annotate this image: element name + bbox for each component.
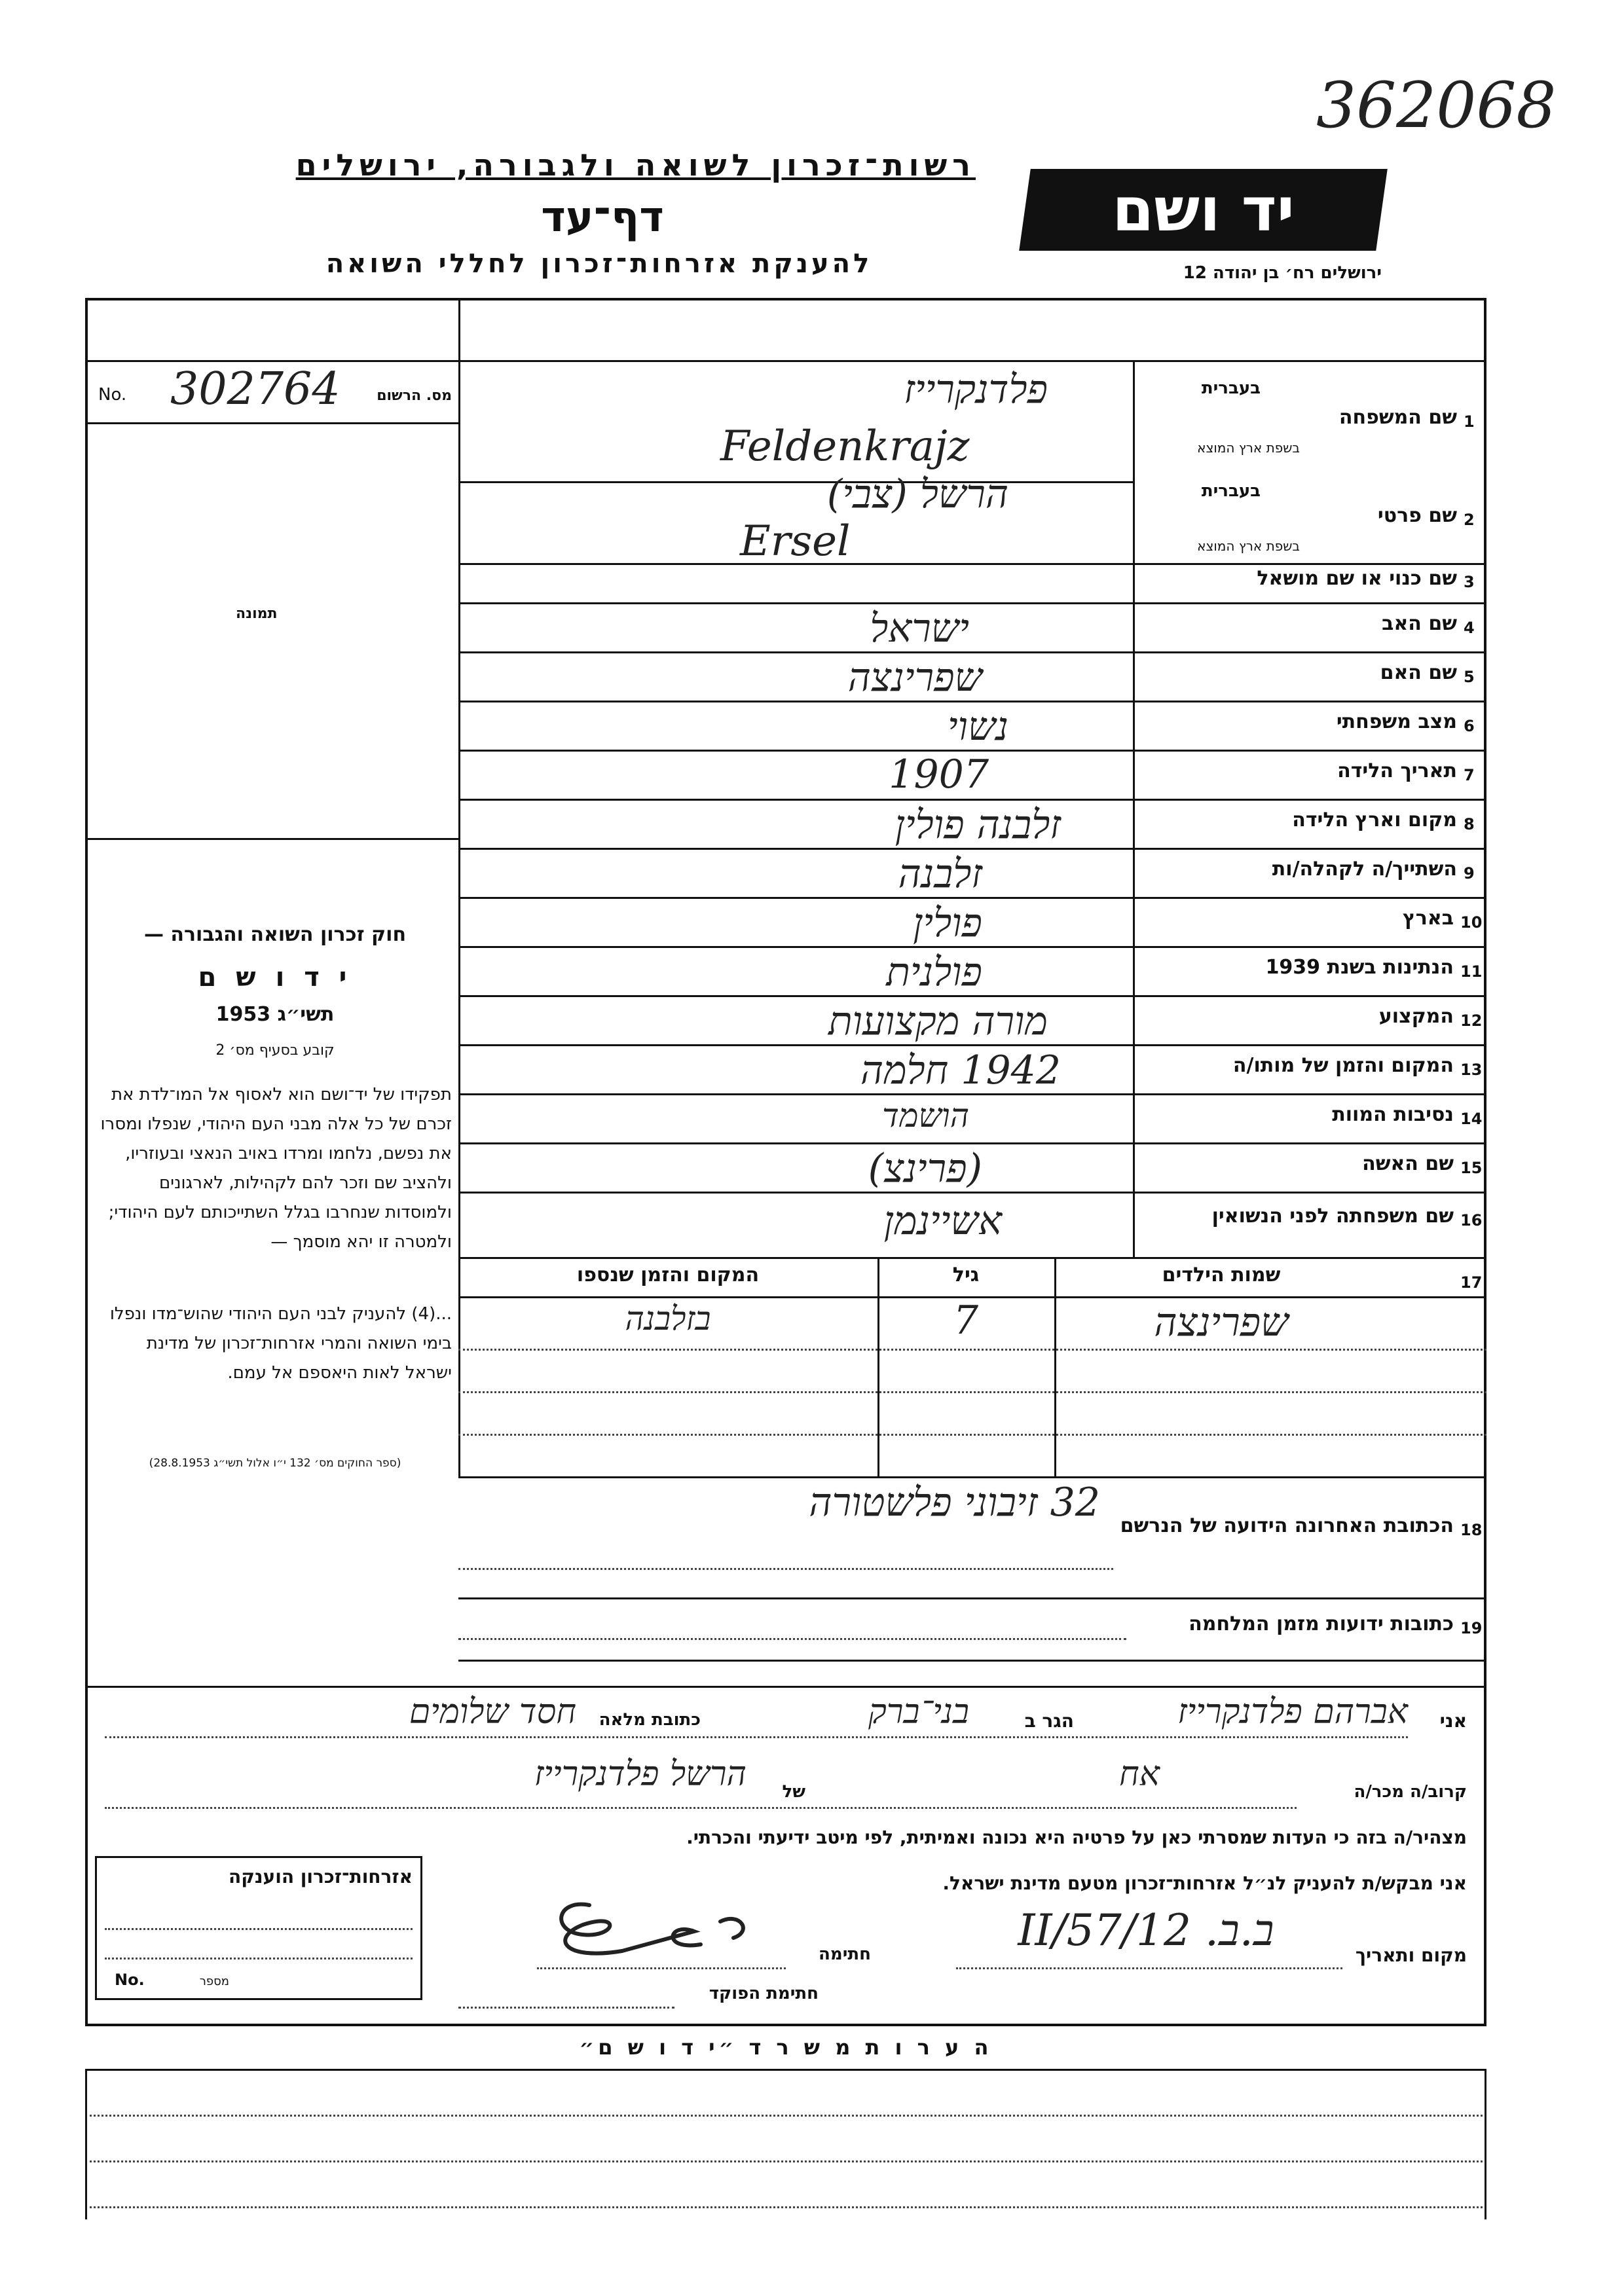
field-label: המקום והזמן של מותו/ה: [1232, 1054, 1454, 1077]
field-rule: [458, 1257, 1486, 1259]
child-age: 7: [953, 1298, 979, 1343]
declaration-request: אני מבקש/ת להעניק לנ״ל אזרחות־זכרון מטעם מדינת ישראל.: [942, 1872, 1467, 1894]
field-label: הנתינות בשנת 1939: [1265, 956, 1454, 979]
field-number: 18: [1460, 1521, 1483, 1539]
field-value: שפרינצה: [847, 655, 982, 701]
field-number: 4: [1464, 619, 1475, 637]
field-label: שם המשפחה: [1338, 406, 1457, 429]
citizenship-no-label: No.: [115, 1971, 145, 1989]
declarant-city: בני־ברק: [868, 1692, 969, 1732]
field-label: שם האב: [1382, 612, 1457, 635]
field-sublabel-hebrew: בעברית: [1201, 378, 1261, 398]
field-rule: [458, 1660, 1486, 1662]
field-rule: [458, 897, 1486, 899]
field-value: 32 זיבוני פלשטורה: [809, 1480, 1100, 1525]
field-value: 1907: [889, 752, 989, 797]
archive-number: 362068: [1316, 69, 1557, 142]
field-value: פולנית: [886, 949, 982, 995]
org-name: י ד ו ש ם: [198, 962, 352, 993]
field-number: 17: [1460, 1273, 1483, 1292]
field-value: 1942 חלמה: [860, 1048, 1061, 1093]
declaration-address-label: כתובת מלאה: [599, 1710, 701, 1730]
field-label: כתובות ידועות מזמן המלחמה: [1189, 1613, 1454, 1635]
registration-rule: [85, 422, 458, 424]
declaration-i: אני: [1439, 1710, 1467, 1732]
field-rule: [458, 701, 1486, 702]
field-value: מורה מקצועות: [828, 998, 1048, 1044]
field-rule: [458, 946, 1486, 948]
field-rule: [458, 1093, 1486, 1095]
field-label: בארץ: [1402, 907, 1454, 930]
law-text-paragraph-1: תפקידו של יד־ושם הוא לאסוף אל המו־לדת את זכרם של כל אלה מבני העם היהודי, שנפלו ומסרו את נפשם, נלחמו ומרדו באויב הנאצי ובעוזריו, ולהציב שם וזכר להם לקהילות, לארגונים ולמוסדות שנחרבו בגלל השתייכותם לעם היהודי; ולמטרה זו יהא מוסמך —: [100, 1085, 452, 1252]
relation-label: קרוב/ה מכר/ה: [1354, 1782, 1467, 1802]
field-label: שם האם: [1380, 661, 1457, 684]
field-number: 7: [1464, 766, 1475, 784]
field-value-hebrew: פלדנקרייז: [904, 367, 1048, 412]
place-date-label: מקום ותאריך: [1355, 1944, 1467, 1966]
field-label: שם פרטי: [1377, 504, 1457, 527]
logo-text: יד ושם: [1112, 175, 1295, 245]
field-rule: [458, 848, 1486, 850]
field-value: פולין: [913, 900, 982, 946]
document-subtitle: להענקת אזרחות־זכרון לחללי השואה: [325, 249, 873, 279]
photo-label: תמונה: [236, 606, 278, 622]
field-rule: [458, 602, 1486, 604]
field-label: שם כנוי או שם מושאל: [1257, 567, 1457, 590]
citizenship-box-line: [105, 1958, 413, 1959]
citizenship-number-label: מספר: [199, 1975, 229, 1988]
relation-of: של: [782, 1782, 805, 1802]
notes-rule: [85, 2069, 1486, 2071]
field-rule: [458, 1192, 1486, 1194]
children-table-bottom: [458, 1476, 1486, 1478]
field-19-line: [458, 1638, 1126, 1640]
declaration-top-rule: [85, 1686, 1486, 1688]
relation-person: הרשל פלדנקרייז: [534, 1755, 747, 1794]
children-row-rule: [458, 1391, 1486, 1393]
children-row-rule: [458, 1434, 1486, 1436]
declarant-address: חסד שלומים: [409, 1692, 576, 1732]
field-value: אשיינמן: [883, 1198, 1002, 1244]
registration-number-value: 302764: [170, 363, 341, 415]
field-rule: [458, 1142, 1486, 1144]
declaration-line: [105, 1807, 1297, 1809]
notes-line: [85, 2160, 1486, 2162]
field-value: זלבנה: [898, 851, 982, 897]
field-value: הושמד: [882, 1097, 969, 1135]
place-date-value: ב.ב. 12/II/57: [1018, 1905, 1274, 1956]
field-sublabel-origin: בשפת ארץ המוצא: [1197, 538, 1300, 554]
field-value: זלבנה פולין: [895, 802, 1061, 848]
authority-name: רשות־זכרון לשואה ולגבורה, ירושלים: [295, 147, 976, 183]
law-year-hebrew: תשי״ג: [277, 1003, 335, 1026]
field-label: מצב משפחתי: [1336, 710, 1457, 733]
field-rule: [458, 1044, 1486, 1046]
field-number: 19: [1460, 1619, 1483, 1637]
field-number: 11: [1460, 962, 1483, 981]
field-value: (פרינצ): [868, 1146, 982, 1192]
law-year: [98, 1003, 452, 1026]
field-rule: [458, 1597, 1486, 1599]
field-rule: [458, 995, 1486, 997]
top-band-rule: [85, 360, 1486, 362]
no-label: No.: [98, 385, 127, 405]
citizenship-box-line: [105, 1928, 413, 1930]
children-col-divider: [877, 1257, 879, 1476]
right-column-divider: [1133, 360, 1135, 1257]
field-number: 15: [1460, 1159, 1483, 1177]
declaration-resides-in: הגר ב: [1024, 1710, 1074, 1732]
field-number: 9: [1464, 864, 1475, 883]
field-label: מקום וארץ הלידה: [1292, 809, 1457, 831]
children-col-age: גיל: [952, 1264, 980, 1286]
notes-left-edge: [85, 2069, 87, 2219]
field-number: 1: [1464, 412, 1475, 431]
field-value-origin: Feldenkrajz: [720, 422, 970, 471]
registration-number-label: מס. הרשום: [377, 388, 452, 404]
law-year-number: 1953: [215, 1003, 271, 1026]
children-col-place: המקום והזמן שנספו: [576, 1264, 760, 1286]
notes-right-edge: [1485, 2069, 1486, 2219]
law-title: חוק זכרון השואה והגבורה —: [143, 923, 407, 946]
field-number: 12: [1460, 1011, 1483, 1030]
field-number: 2: [1464, 511, 1475, 529]
law-clause: קובע בסעיף מס׳ 2: [215, 1042, 335, 1059]
field-label: הכתובת האחרונה הידועה של הנרשם: [1120, 1514, 1454, 1537]
children-col-names: שמות הילדים: [1162, 1264, 1281, 1286]
declaration-statement: מצהיר/ה בזה כי העדות שמסרתי כאן על פרטיה היא נכונה ואמיתית, לפי מיטב ידיעתי והכרתי.: [686, 1827, 1467, 1848]
child-death-place: בזלבנה: [625, 1300, 711, 1338]
official-signature-line: [458, 2007, 674, 2009]
field-value-origin: Ersel: [740, 517, 851, 566]
declaration-line: [105, 1736, 1408, 1738]
field-label: תאריך הלידה: [1337, 759, 1457, 782]
field-number: 6: [1464, 717, 1475, 735]
field-sublabel-hebrew: בעברית: [1201, 481, 1261, 501]
field-label: המקצוע: [1378, 1005, 1454, 1028]
document-title: דף־עד: [541, 193, 664, 242]
children-row-rule: [458, 1349, 1486, 1351]
declarant-signature: [544, 1886, 792, 1971]
address: ירושלים רח׳ בן יהודה 12: [1183, 263, 1382, 283]
law-text-paragraph-2: ...(4) להעניק לבני העם היהודי שהוש־מדו ונפלו בימי השואה והמרי אזרחות־זכרון של מדינת ישראל לאות היאספם אל עמם.: [109, 1304, 452, 1383]
field-number: 10: [1460, 913, 1483, 932]
notes-line: [85, 2115, 1486, 2117]
yad-vashem-logo: [1019, 169, 1388, 251]
official-signature-label: חתימת הפוקד: [709, 1984, 819, 2003]
declarant-name: אברהם פלדנקרייז: [1177, 1692, 1408, 1732]
notes-line: [85, 2206, 1486, 2208]
field-sublabel-origin: בשפת ארץ המוצא: [1197, 440, 1300, 456]
citizenship-box-title: אזרחות־זכרון הוענקה: [229, 1866, 413, 1887]
field-number: 16: [1460, 1211, 1483, 1230]
field-label: השתייך/ה לקהלה/ות: [1272, 858, 1457, 881]
field-value: נשוי: [947, 704, 1008, 750]
field-number: 3: [1464, 573, 1475, 591]
child-name: שפרינצה: [1154, 1300, 1289, 1345]
field-rule: [458, 799, 1486, 801]
field-value-hebrew: הרשל (צבי): [826, 471, 1008, 517]
notes-title: ה ע ר ו ת מ ש ר ד ״י ד ו ש ם״: [579, 2035, 993, 2060]
field-label: שם משפחתה לפני הנשואין: [1211, 1205, 1454, 1228]
place-date-line: [956, 1967, 1342, 1969]
field-rule: [458, 651, 1486, 653]
field-number: 5: [1464, 668, 1475, 686]
field-18-extra-line: [458, 1568, 1113, 1570]
children-col-divider: [1054, 1257, 1056, 1476]
field-number: 13: [1460, 1061, 1483, 1079]
field-value: ישראל: [870, 606, 969, 651]
field-label: שם האשה: [1362, 1152, 1454, 1175]
field-label: נסיבות המוות: [1332, 1103, 1454, 1126]
left-column-divider: [458, 298, 460, 1476]
law-citation: (ספר החוקים מס׳ 132 י״ו אלול תשי״ג 28.8.1953): [149, 1457, 401, 1470]
sidebar-top-rule: [85, 838, 458, 840]
field-number: 14: [1460, 1110, 1483, 1128]
relation-value: אח: [1119, 1755, 1160, 1794]
signature-label: חתימה: [819, 1944, 871, 1964]
field-number: 8: [1464, 815, 1475, 833]
